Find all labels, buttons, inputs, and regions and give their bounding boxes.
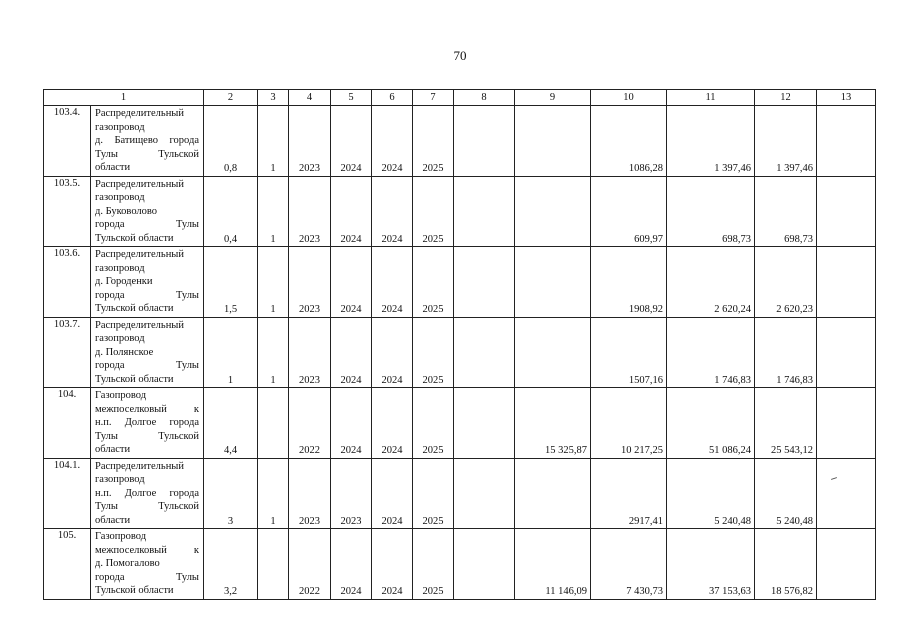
cell-col-11: 5 240,48	[667, 458, 755, 529]
cell-col-8	[454, 176, 515, 247]
cell-col-12: 1 746,83	[755, 317, 817, 388]
cell-col-5: 2024	[331, 106, 372, 177]
cell-col-10: 1507,16	[591, 317, 667, 388]
table-row	[44, 388, 876, 459]
cell-col-8	[454, 529, 515, 600]
cell-col-12: 18 576,82	[755, 529, 817, 600]
cell-col-5: 2024	[331, 317, 372, 388]
object-name-line: н.п. Долгое города	[95, 487, 199, 499]
cell-col-4: 2022	[289, 388, 331, 459]
cell-col-12: 698,73	[755, 176, 817, 247]
cell-col-12: 5 240,48	[755, 458, 817, 529]
column-header: 12	[755, 90, 817, 106]
cell-col-8	[454, 317, 515, 388]
object-name-line: Газопровод	[95, 390, 147, 401]
object-name-line: города Тулы	[95, 219, 199, 230]
cell-col-9	[515, 106, 591, 177]
row-number: 104.1.	[44, 458, 91, 529]
column-header: 5	[331, 90, 372, 106]
cell-col-8	[454, 458, 515, 529]
cell-col-10: 1086,28	[591, 106, 667, 177]
cell-col-5: 2024	[331, 388, 372, 459]
cell-col-6: 2024	[372, 529, 413, 600]
column-header: 2	[204, 90, 258, 106]
cell-col-3	[258, 388, 289, 459]
object-name-line: д. Батищево города	[95, 135, 199, 146]
row-number: 103.5.	[44, 176, 91, 247]
object-name-line: межпоселковый к	[95, 544, 199, 556]
cell-col-10: 609,97	[591, 176, 667, 247]
object-name-line: д. Городенки	[95, 276, 153, 287]
cell-col-3: 1	[258, 247, 289, 318]
cell-col-2: 3,2	[204, 529, 258, 600]
table-row	[44, 247, 876, 318]
page-number: 70	[453, 48, 467, 63]
cell-col-3: 1	[258, 458, 289, 529]
cell-col-6: 2024	[372, 106, 413, 177]
object-name-line: Тулы Тульской	[95, 501, 199, 512]
cell-col-13	[817, 317, 876, 388]
object-name-line: газопровод	[95, 192, 145, 203]
object-name-line: газопровод	[95, 474, 145, 485]
object-name-line: Распределительный	[95, 108, 184, 119]
cell-col-7: 2025	[413, 176, 454, 247]
object-name-line: Тульской области	[95, 373, 174, 385]
cell-col-7: 2025	[413, 388, 454, 459]
cell-col-3: 1	[258, 176, 289, 247]
cell-col-11: 698,73	[667, 176, 755, 247]
cell-col-4: 2023	[289, 176, 331, 247]
column-header: 7	[413, 90, 454, 106]
cell-col-9	[515, 176, 591, 247]
object-name	[91, 388, 204, 459]
cell-col-13	[817, 458, 876, 529]
object-name-line: газопровод	[95, 333, 145, 344]
table-row	[44, 106, 876, 177]
object-name-line: области	[95, 444, 131, 455]
cell-col-11: 37 153,63	[667, 529, 755, 600]
table-row	[44, 176, 876, 247]
column-header: 6	[372, 90, 413, 106]
row-number: 103.4.	[44, 106, 91, 177]
cell-col-12: 2 620,23	[755, 247, 817, 318]
object-name-line: Распределительный	[95, 249, 184, 260]
object-name	[91, 529, 204, 600]
cell-col-10: 1908,92	[591, 247, 667, 318]
cell-col-9: 11 146,09	[515, 529, 591, 600]
object-name-line: д. Помогалово	[95, 558, 160, 569]
cell-col-10: 10 217,25	[591, 388, 667, 459]
cell-col-11: 1 397,46	[667, 106, 755, 177]
cell-col-7: 2025	[413, 458, 454, 529]
object-name-line: межпоселковый к	[95, 403, 199, 415]
object-name-line: Распределительный	[95, 319, 184, 331]
object-name	[91, 106, 204, 177]
cell-col-10: 7 430,73	[591, 529, 667, 600]
row-number: 105.	[44, 529, 91, 600]
row-number: 104.	[44, 388, 91, 459]
column-header: 1	[44, 90, 204, 106]
row-number: 103.6.	[44, 247, 91, 318]
cell-col-2: 1	[204, 317, 258, 388]
object-name-line: газопровод	[95, 121, 145, 133]
cell-col-13	[817, 247, 876, 318]
cell-col-2: 4,4	[204, 388, 258, 459]
cell-col-11: 51 086,24	[667, 388, 755, 459]
cell-col-6: 2024	[372, 176, 413, 247]
cell-col-2: 0,4	[204, 176, 258, 247]
cell-col-5: 2023	[331, 458, 372, 529]
object-name-line: Тульской области	[95, 232, 174, 244]
object-name-line: Тульской области	[95, 585, 174, 596]
cell-col-5: 2024	[331, 247, 372, 318]
table-row	[44, 529, 876, 600]
cell-col-4: 2023	[289, 317, 331, 388]
object-name-line: города Тулы	[95, 571, 199, 583]
object-name-line: н.п. Долгое города	[95, 417, 199, 428]
object-name	[91, 247, 204, 318]
object-name-line: Распределительный	[95, 178, 184, 190]
cell-col-10: 2917,41	[591, 458, 667, 529]
cell-col-11: 1 746,83	[667, 317, 755, 388]
row-number: 103.7.	[44, 317, 91, 388]
cell-col-9: 15 325,87	[515, 388, 591, 459]
cell-col-4: 2023	[289, 106, 331, 177]
object-name	[91, 317, 204, 388]
cell-col-3: 1	[258, 106, 289, 177]
cell-col-7: 2025	[413, 247, 454, 318]
object-name-line: области	[95, 514, 131, 526]
column-header: 11	[667, 90, 755, 106]
object-name-line: Тульской области	[95, 303, 174, 314]
cell-col-5: 2024	[331, 176, 372, 247]
table-row	[44, 317, 876, 388]
cell-col-9	[515, 247, 591, 318]
cell-col-13	[817, 106, 876, 177]
object-name-line: Тулы Тульской	[95, 148, 199, 160]
cell-col-12: 25 543,12	[755, 388, 817, 459]
cell-col-4: 2023	[289, 458, 331, 529]
object-name	[91, 176, 204, 247]
cell-col-6: 2024	[372, 247, 413, 318]
object-name-line: области	[95, 162, 131, 173]
cell-col-13	[817, 529, 876, 600]
column-header: 3	[258, 90, 289, 106]
table-row	[44, 458, 876, 529]
object-name-line: города Тулы	[95, 289, 199, 301]
cell-col-6: 2024	[372, 458, 413, 529]
object-name-line: газопровод	[95, 262, 145, 274]
cell-col-12: 1 397,46	[755, 106, 817, 177]
object-name-line: д. Полянское	[95, 346, 154, 358]
cell-col-11: 2 620,24	[667, 247, 755, 318]
cell-col-13	[817, 176, 876, 247]
cell-col-2: 1,5	[204, 247, 258, 318]
column-number-row	[44, 90, 876, 106]
cell-col-6: 2024	[372, 317, 413, 388]
column-header: 13	[817, 90, 876, 106]
cell-col-4: 2023	[289, 247, 331, 318]
cell-col-7: 2025	[413, 529, 454, 600]
cell-col-8	[454, 106, 515, 177]
object-name	[91, 458, 204, 529]
cell-col-8	[454, 247, 515, 318]
cell-col-4: 2022	[289, 529, 331, 600]
cell-col-2: 0,8	[204, 106, 258, 177]
column-header: 8	[454, 90, 515, 106]
cell-col-9	[515, 458, 591, 529]
object-name-line: Распределительный	[95, 460, 184, 472]
column-header: 4	[289, 90, 331, 106]
cell-col-9	[515, 317, 591, 388]
cell-col-2: 3	[204, 458, 258, 529]
object-name-line: д. Буковолово	[95, 205, 158, 217]
column-header: 10	[591, 90, 667, 106]
cell-col-7: 2025	[413, 106, 454, 177]
cell-col-13	[817, 388, 876, 459]
cell-col-3	[258, 529, 289, 600]
object-name-line: города Тулы	[95, 360, 199, 371]
object-register-table	[43, 89, 876, 600]
cell-col-6: 2024	[372, 388, 413, 459]
cell-col-3: 1	[258, 317, 289, 388]
object-name-line: Тулы Тульской	[95, 430, 199, 442]
cell-col-7: 2025	[413, 317, 454, 388]
table-body	[44, 106, 876, 600]
column-header: 9	[515, 90, 591, 106]
cell-col-5: 2024	[331, 529, 372, 600]
cell-col-8	[454, 388, 515, 459]
object-name-line: Газопровод	[95, 531, 147, 542]
